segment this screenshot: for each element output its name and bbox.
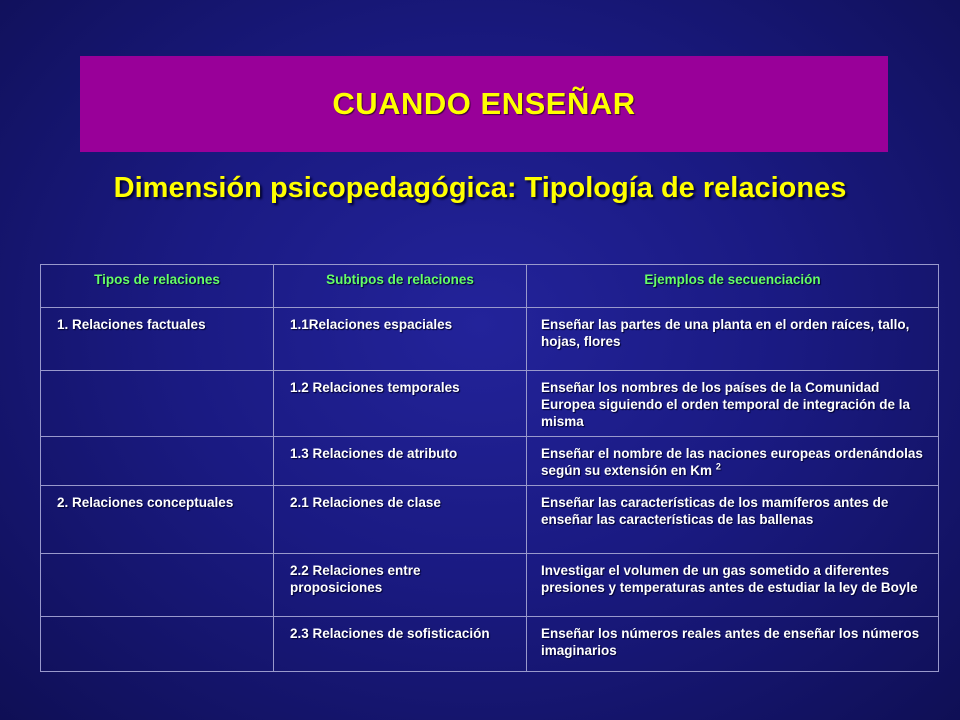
table-header-row — [41, 265, 939, 308]
cell-tipo-text: 2. Relaciones conceptuales — [57, 495, 234, 510]
header-subtipos-label: Subtipos de relaciones — [326, 272, 474, 287]
cell-tipo-text — [41, 554, 273, 562]
slide-title: CUANDO ENSEÑAR — [332, 86, 636, 121]
header-ejemplos — [527, 265, 939, 308]
header-tipos-label: Tipos de relaciones — [94, 272, 220, 287]
cell-tipo — [41, 554, 274, 617]
cell-ejemplo — [527, 486, 939, 554]
cell-ejemplo-text — [527, 437, 938, 479]
cell-ejemplo-text: Enseñar las características de los mamíferos antes de enseñar las características de las ballenas — [541, 495, 889, 527]
cell-ejemplo — [527, 617, 939, 672]
cell-ejemplo-main: Enseñar el nombre de las naciones europeas ordenándolas según su extensión en Km — [541, 446, 923, 478]
cell-tipo-text: 1. Relaciones factuales — [57, 317, 206, 332]
cell-subtipo — [274, 437, 527, 486]
cell-subtipo — [274, 554, 527, 617]
cell-ejemplo — [527, 308, 939, 371]
cell-ejemplo-text: Enseñar las partes de una planta en el orden raíces, tallo, hojas, flores — [541, 317, 910, 349]
cell-subtipo — [274, 371, 527, 437]
cell-tipo — [41, 371, 274, 437]
cell-subtipo-text: 1.2 Relaciones temporales — [290, 380, 460, 395]
cell-subtipo — [274, 308, 527, 371]
table-row — [41, 554, 939, 617]
cell-ejemplo — [527, 554, 939, 617]
header-ejemplos-label: Ejemplos de secuenciación — [644, 272, 821, 287]
header-tipos — [41, 265, 274, 308]
cell-subtipo-text: 1.3 Relaciones de atributo — [290, 446, 458, 461]
cell-ejemplo — [527, 371, 939, 437]
table-row — [41, 617, 939, 672]
title-banner — [80, 56, 888, 152]
cell-ejemplo-text: Enseñar los nombres de los países de la Comunidad Europea siguiendo el orden temporal de integración de la misma — [541, 380, 911, 429]
cell-tipo — [41, 308, 274, 371]
cell-subtipo-text: 1.1Relaciones espaciales — [290, 317, 453, 332]
cell-tipo — [41, 617, 274, 672]
slide-subtitle: Dimensión psicopedagógica: Tipología de relaciones — [113, 172, 847, 204]
cell-subtipo-text: 2.3 Relaciones de sofisticación — [290, 626, 490, 641]
table-row — [41, 486, 939, 554]
cell-ejemplo-text: Enseñar los números reales antes de enseñar los números imaginarios — [541, 626, 920, 658]
cell-subtipo-text: 2.1 Relaciones de clase — [290, 495, 441, 510]
cell-tipo-text — [41, 371, 273, 379]
cell-tipo — [41, 437, 274, 486]
cell-tipo-text — [41, 617, 273, 625]
cell-subtipo — [274, 486, 527, 554]
cell-subtipo — [274, 617, 527, 672]
cell-ejemplo-text: Investigar el volumen de un gas sometido a diferentes presiones y temperaturas antes de estudiar la ley de Boyle — [541, 563, 918, 595]
cell-subtipo-text: 2.2 Relaciones entre proposiciones — [290, 563, 421, 595]
table-row — [41, 371, 939, 437]
cell-tipo — [41, 486, 274, 554]
cell-ejemplo — [527, 437, 939, 486]
header-subtipos — [274, 265, 527, 308]
table-row — [41, 437, 939, 486]
table-row — [41, 308, 939, 371]
relations-table — [40, 264, 939, 672]
cell-tipo-text — [41, 437, 273, 445]
superscript: 2 — [715, 461, 721, 472]
